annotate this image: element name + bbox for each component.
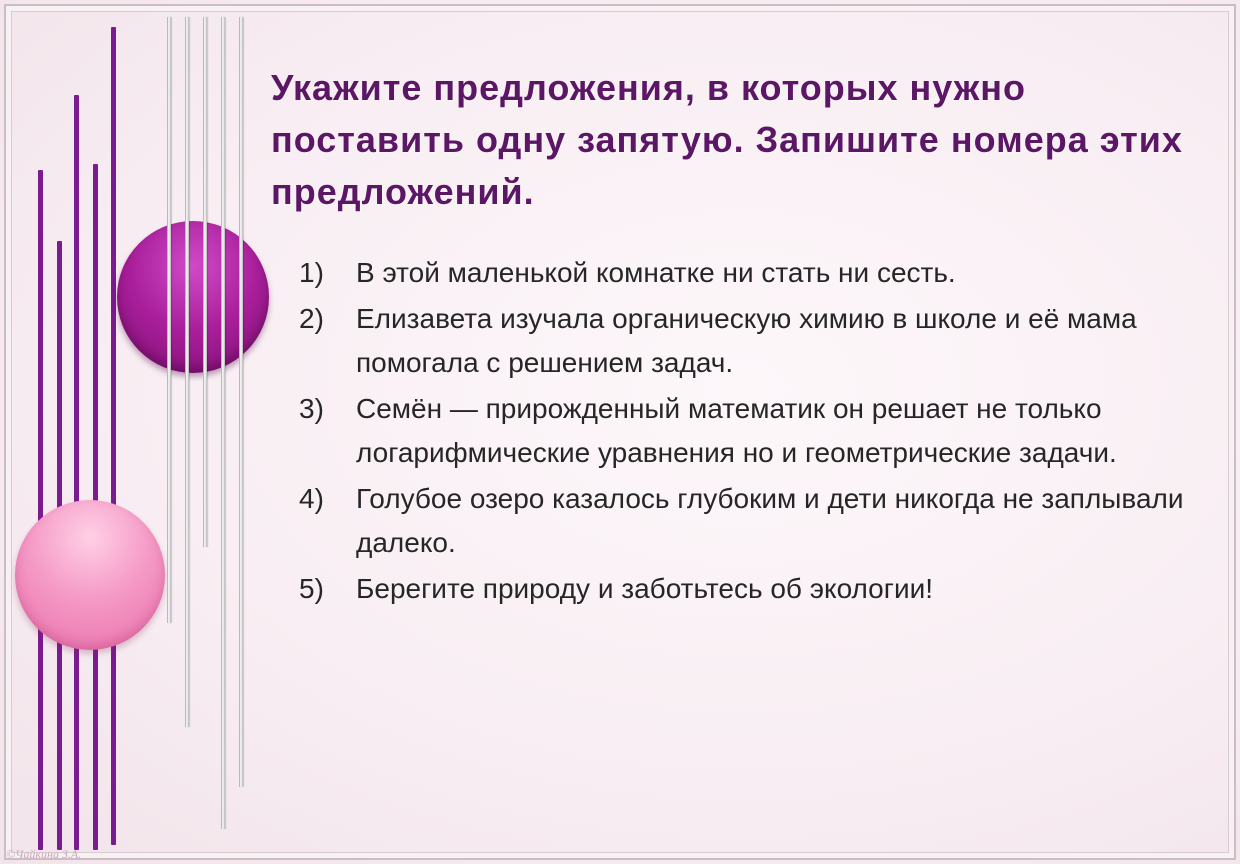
purple-line-5 (111, 27, 116, 845)
item-number: 1) (299, 257, 324, 288)
silver-line-1 (167, 17, 171, 623)
silver-line-3 (203, 17, 207, 547)
pink-circle (15, 500, 165, 650)
list-item (299, 567, 1199, 611)
list-item (299, 297, 1199, 385)
item-text: Берегите природу и заботьтесь об экологии! (356, 573, 934, 604)
item-text: В этой маленькой комнатке ни стать ни сесть. (356, 257, 956, 288)
slide-title: Укажите предложения, в которых нужно поставить одну запятую. Запишите номера этих предложений. (271, 67, 1183, 212)
silver-line-5 (239, 17, 243, 787)
list-item (299, 251, 1199, 295)
item-number: 2) (299, 303, 324, 334)
list-item (299, 477, 1199, 565)
item-number: 4) (299, 483, 324, 514)
author-signature: ©Чайкина З.А. (6, 847, 82, 861)
silver-line-2 (185, 17, 189, 727)
item-number: 3) (299, 393, 324, 424)
silver-line-4 (221, 17, 225, 829)
item-text: Елизавета изучала органическую химию в школе и её мама помогала с решением задач. (356, 303, 1137, 378)
item-number: 5) (299, 573, 324, 604)
sentence-list (299, 251, 1199, 613)
list-item (299, 387, 1199, 475)
item-text: Голубое озеро казалось глубоким и дети никогда не заплывали далеко. (356, 483, 1184, 558)
purple-line-3 (74, 95, 79, 850)
item-text: Семён — прирожденный математик он решает не только логарифмические уравнения но и геометрические задачи. (356, 393, 1117, 468)
purple-line-1 (38, 170, 43, 850)
magenta-circle (117, 221, 269, 373)
